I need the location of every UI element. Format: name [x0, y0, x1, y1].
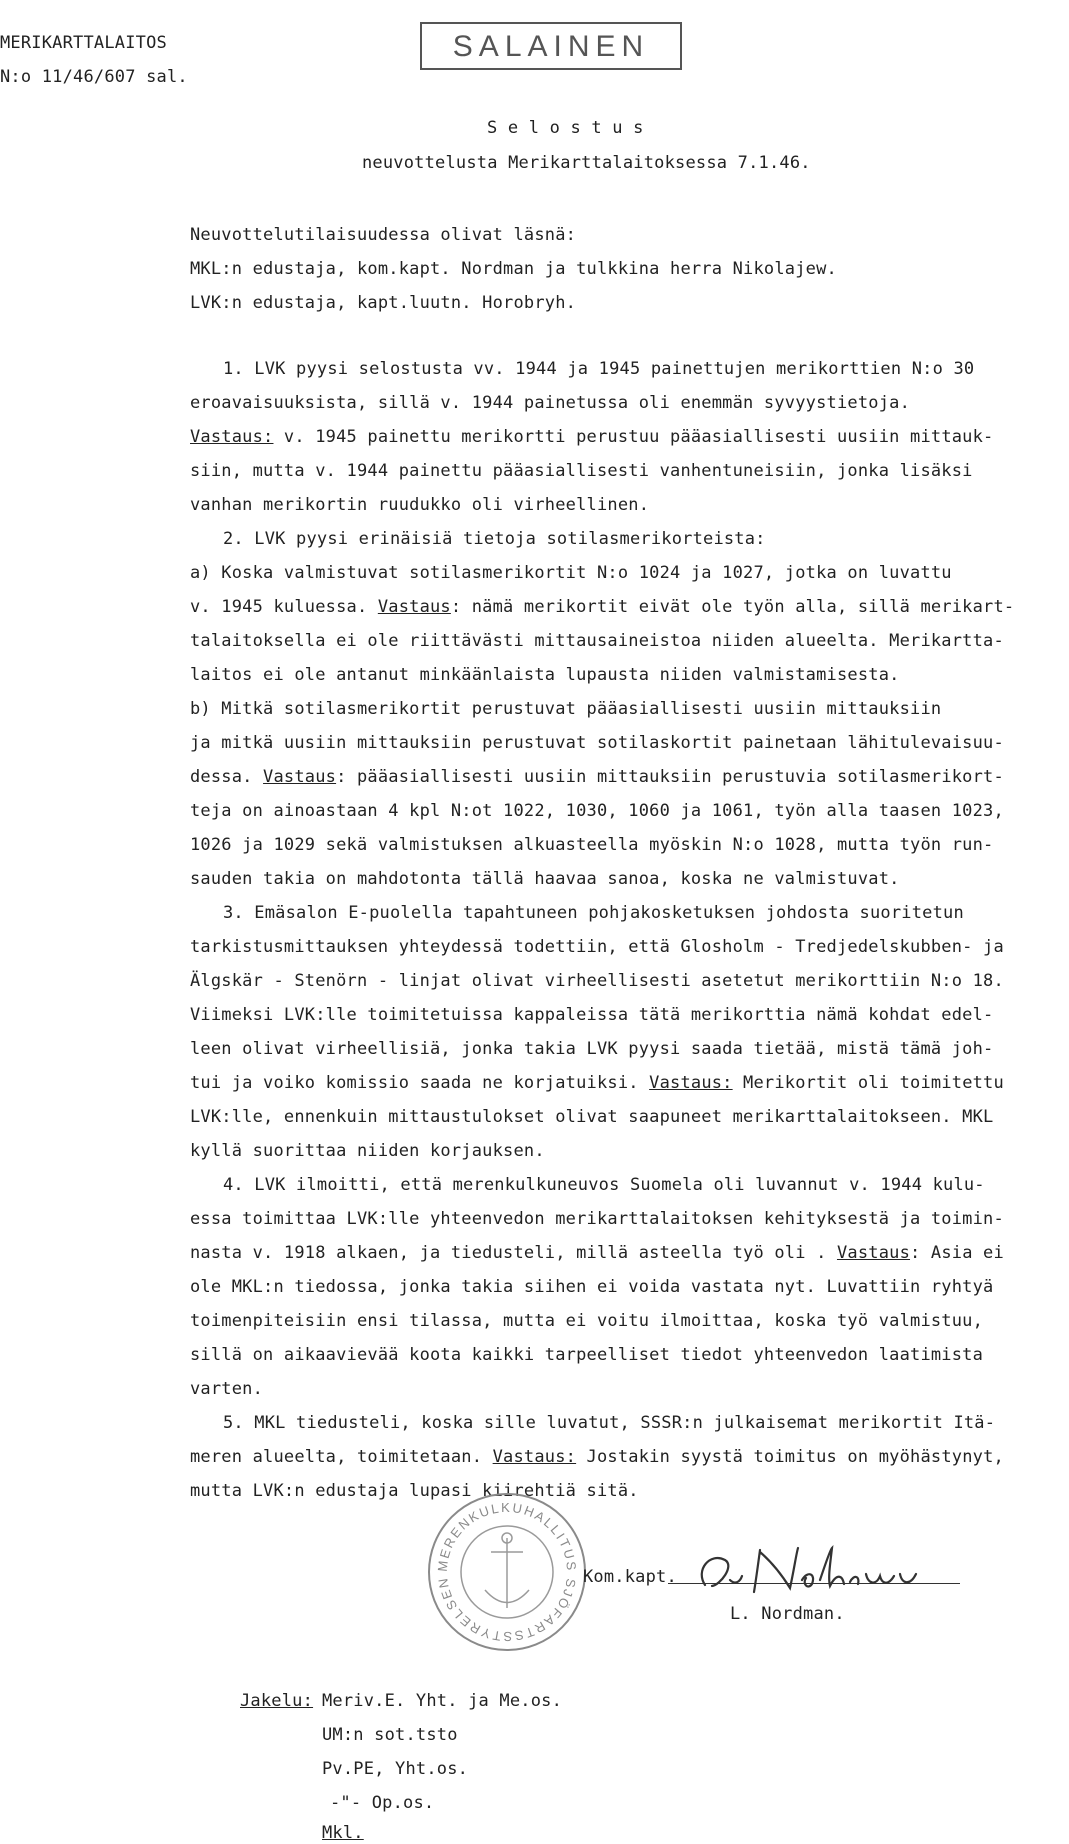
document-title: S e l o s t u s: [487, 118, 644, 138]
answer-label: Vastaus: [836, 1243, 911, 1263]
reference-number: N:o 11/46/607 sal.: [0, 67, 188, 87]
body-line: siin, mutta v. 1944 painettu pääasiallisesti vanhentuneisiin, jonka lisäksi: [190, 461, 973, 481]
body-line: sauden takia on mahdotonta tällä haavaa sanoa, koska ne valmistuvat.: [190, 869, 900, 889]
body-line: a) Koska valmistuvat sotilasmerikortit N:o 1024 ja 1027, jotka on luvattu: [190, 563, 952, 583]
body-line: nasta v. 1918 alkaen, ja tiedusteli, millä asteella työ oli . Vastaus: Asia ei: [190, 1243, 1004, 1263]
body-line: essa toimittaa LVK:lle yhteenvedon merikarttalaitoksen kehityksestä ja toimin-: [190, 1209, 1004, 1229]
body-line: Älgskär - Stenörn - linjat olivat virheellisesti asetetut merikorttiin N:o 18.: [190, 971, 1004, 991]
body-line: eroavaisuuksista, sillä v. 1944 painetussa oli enemmän syvyystietoja.: [190, 393, 911, 413]
body-line: dessa. Vastaus: pääasiallisesti uusiin mittauksiin perustuvia sotilasmerikort-: [190, 767, 1004, 787]
body-line: LVK:lle, ennenkuin mittaustulokset olivat saapuneet merikarttalaitokseen. MKL: [190, 1107, 994, 1127]
body-line: toimenpiteisiin ensi tilassa, mutta ei voitu ilmoittaa, koska työ valmistuu,: [190, 1311, 984, 1331]
handwritten-signature: [690, 1530, 935, 1600]
distribution-item: Meriv.E. Yht. ja Me.os.: [322, 1691, 563, 1711]
answer-label: Vastaus:: [492, 1447, 577, 1467]
body-line: 4. LVK ilmoitti, että merenkulkuneuvos Suomela oli luvannut v. 1944 kulu-: [223, 1175, 985, 1195]
body-line: v. 1945 kuluessa. Vastaus: nämä merikortit eivät ole työn alla, sillä merikart-: [190, 597, 1015, 617]
signature-line: [668, 1583, 960, 1584]
distribution-item: Mkl.: [322, 1823, 364, 1843]
answer-label: Vastaus:: [190, 427, 274, 447]
distribution-item: UM:n sot.tsto: [322, 1725, 458, 1745]
distribution-item: -"- Op.os.: [330, 1793, 435, 1813]
document-subtitle: neuvottelusta Merikarttalaitoksessa 7.1.46.: [362, 153, 811, 173]
body-line: leen olivat virheellisiä, jonka takia LVK pyysi saada tietää, mistä tämä joh-: [190, 1039, 994, 1059]
body-line: 2. LVK pyysi erinäisiä tietoja sotilasmerikorteista:: [223, 529, 766, 549]
attendees-intro: Neuvottelutilaisuudessa olivat läsnä:: [190, 225, 577, 245]
answer-label: Vastaus: [377, 597, 451, 617]
body-line: talaitoksella ei ole riittävästi mittausaineistoa niiden alueelta. Merikartta-: [190, 631, 1004, 651]
body-line: ja mitkä uusiin mittauksiin perustuvat sotilaskortit painetaan lähitulevaisuu-: [190, 733, 1004, 753]
body-line: 1. LVK pyysi selostusta vv. 1944 ja 1945 painettujen merikorttien N:o 30: [223, 359, 975, 379]
attendee-line: MKL:n edustaja, kom.kapt. Nordman ja tulkkina herra Nikolajew.: [190, 259, 837, 279]
body-line: Viimeksi LVK:lle toimitetuissa kappaleissa tätä merikorttia nämä kohdat edel-: [190, 1005, 994, 1025]
body-line: ole MKL:n tiedossa, jonka takia siihen ei voida vastata nyt. Luvattiin ryhtyä: [190, 1277, 994, 1297]
signer-name: L. Nordman.: [730, 1604, 845, 1624]
official-seal-icon: [425, 1490, 590, 1655]
signer-rank: Kom.kapt.: [583, 1567, 677, 1587]
body-line: 1026 ja 1029 sekä valmistuksen alkuasteella myöskin N:o 1028, mutta työn run-: [190, 835, 994, 855]
body-line: sillä on aikaavievää koota kaikki tarpeelliset tiedot yhteenvedon laatimista: [190, 1345, 984, 1365]
body-line: tarkistusmittauksen yhteydessä todettiin, että Glosholm - Tredjedelskubben- ja: [190, 937, 1004, 957]
body-line: Vastaus: v. 1945 painettu merikortti perustuu pääasiallisesti uusiin mittauk-: [190, 427, 994, 447]
body-line: 3. Emäsalon E-puolella tapahtuneen pohjakosketuksen johdosta suoritetun: [223, 903, 964, 923]
body-line: varten.: [190, 1379, 264, 1399]
body-line: 5. MKL tiedusteli, koska sille luvatut, SSSR:n julkaisemat merikortit Itä-: [223, 1413, 996, 1433]
org-name: MERIKARTTALAITOS: [0, 33, 167, 53]
classification-stamp: [420, 22, 682, 70]
distribution-item: Pv.PE, Yht.os.: [322, 1759, 469, 1779]
answer-label: Vastaus: [263, 767, 337, 787]
attendee-line: LVK:n edustaja, kapt.luutn. Horobryh.: [190, 293, 577, 313]
body-line: b) Mitkä sotilasmerikortit perustuvat pääasiallisesti uusiin mittauksiin: [190, 699, 942, 719]
body-line: tui ja voiko komissio saada ne korjatuiksi. Vastaus: Merikortit oli toimitettu: [190, 1073, 1004, 1093]
body-line: mutta LVK:n edustaja lupasi kiirehtiä sitä.: [190, 1481, 639, 1501]
body-line: meren alueelta, toimitetaan. Vastaus: Jostakin syystä toimitus on myöhästynyt,: [190, 1447, 1004, 1467]
answer-label: Vastaus:: [649, 1073, 733, 1093]
body-line: laitos ei ole antanut minkäänlaista lupausta niiden valmistamisesta.: [190, 665, 900, 685]
body-line: vanhan merikortin ruudukko oli virheellinen.: [190, 495, 650, 515]
seal-text: MERENKULKUHALLITUS SJÖFARTSSTYRELSEN: [434, 1499, 580, 1645]
body-line: teja on ainoastaan 4 kpl N:ot 1022, 1030, 1060 ja 1061, työn alla taasen 1023,: [190, 801, 1004, 821]
body-line: kyllä suorittaa niiden korjauksen.: [190, 1141, 545, 1161]
classification-text: SALAINEN: [452, 30, 650, 63]
distribution-label: Jakelu:: [240, 1691, 314, 1711]
